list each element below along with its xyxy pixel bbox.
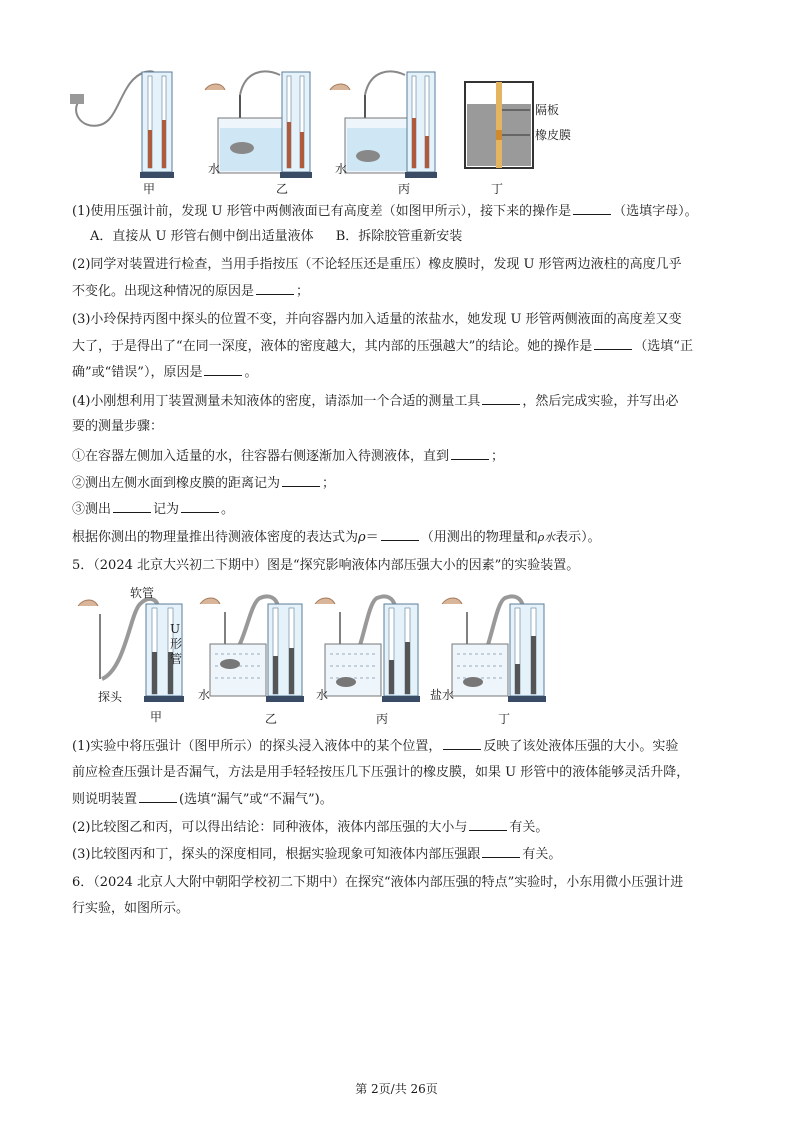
figure-pressure-gauge-set-2 [70, 584, 550, 714]
q4-options [90, 228, 750, 246]
fig1-label-partition: 隔板 [535, 103, 560, 117]
answer-blank[interactable] [482, 392, 520, 405]
answer-blank[interactable] [573, 202, 611, 215]
q4-part4-line2: 要的测量步骤： [72, 419, 164, 434]
fig2-label-utube: U形管 [170, 622, 183, 666]
answer-blank[interactable] [256, 282, 294, 295]
answer-blank[interactable] [139, 790, 177, 803]
answer-blank[interactable] [469, 818, 507, 831]
answer-blank[interactable] [482, 845, 520, 858]
q5-part1-line1: (1)实验中将压强计（图甲所示）的探头浸入液体中的某个位置， 反映了该处液体压强的大小。实验 [72, 739, 679, 754]
fig2-label-hose: 软管 [130, 586, 155, 600]
fig2-gauge-yi [200, 596, 304, 702]
fig2-label-ding: 丁 [498, 712, 511, 726]
q5-part2: (2)比较图乙和丙，可以得出结论：同种液体，液体内部压强的大小与 有关。 [72, 820, 549, 835]
answer-blank[interactable] [443, 737, 481, 750]
page-footer: 第 2页/共 26页 [355, 1082, 438, 1096]
q4-part2-line2: 不变化。出现这种情况的原因是 ； [72, 284, 310, 299]
answer-blank[interactable] [594, 337, 632, 350]
fig1-label-yi: 乙 [276, 182, 289, 196]
q4-step1: ①在容器左侧加入适量的水，往容器右侧逐渐加入待测液体，直到 ； [72, 449, 505, 464]
q5-part1-line2: 前应检查压强计是否漏气，方法是用手轻轻按压几下压强计的橡皮膜，如果 U 形管中的液体能够灵活升降， [72, 765, 690, 780]
fig1-gauge-yi [205, 72, 312, 178]
fig1-container-ding [465, 82, 533, 168]
answer-blank[interactable] [113, 500, 151, 513]
fig1-label-bing: 丙 [398, 182, 411, 196]
q6-line1: 6．（2024 北京人大附中朝阳学校初二下期中）在探究“液体内部压强的特点”实验时，小东用微小压强计进 [72, 875, 684, 890]
q4-step2: ②测出左侧水面到橡皮膜的距离记为 ； [72, 476, 336, 491]
fig1-label-ding: 丁 [491, 182, 504, 196]
fig2-gauge-bing [315, 596, 420, 702]
fig2-label-brine: 盐水 [430, 688, 455, 702]
fig2-gauge-jia [78, 599, 184, 702]
q4-step3: ③测出 记为 。 [72, 502, 235, 517]
fig1-label-jia: 甲 [143, 182, 156, 196]
q5-part1-line3: 则说明装置 (选填“漏气”或“不漏气”)。 [72, 792, 333, 807]
q4-part4-line1: (4)小刚想利用丁装置测量未知液体的密度，请添加一个合适的测量工具 ，然后完成实验，并写出必 [72, 394, 679, 409]
q5-heading: 5．（2024 北京大兴初二下期中）图是“探究影响液体内部压强大小的因素”的实验装置。 [72, 558, 580, 573]
fig2-label-yi: 乙 [265, 712, 278, 726]
figure-pressure-gauge-set-1 [60, 60, 600, 200]
fig2-label-probe: 探头 [98, 690, 123, 704]
q4-part3-line1: (3)小玲保持丙图中探头的位置不变，并向容器内加入适量的浓盐水，她发现 U 形管两侧液面的高度差又变 [72, 312, 682, 327]
answer-blank[interactable] [282, 474, 320, 487]
answer-blank[interactable] [181, 500, 219, 513]
q4-part3-line3: 确”或“错误”），原因是 。 [72, 365, 258, 380]
q4-part1: (1)使用压强计前，发现 U 形管中两侧液面已有高度差（如图甲所示），接下来的操作是 （选填字母）。 [72, 204, 698, 219]
q6-line2: 行实验，如图所示。 [72, 901, 190, 916]
option-a: A．直接从 U 形管右侧中倒出适量液体 [90, 229, 314, 244]
q4-formula: 根据你测出的物理量推出待测液体密度的表达式为ρ＝ （用测出的物理量和ρ水表示）。 [72, 530, 601, 545]
answer-blank[interactable] [204, 363, 242, 376]
fig2-label-water-bing: 水 [316, 688, 329, 702]
fig1-gauge-jia [70, 71, 174, 178]
option-b: B．拆除胶管重新安装 [335, 229, 463, 244]
fig2-label-jia: 甲 [150, 710, 163, 724]
fig1-label-water-yi: 水 [208, 162, 221, 176]
q4-part3-line2: 大了，于是得出了“在同一深度，液体的密度越大，其内部的压强越大”的结论。她的操作是 （选填“正 [72, 339, 693, 354]
fig2-label-bing: 丙 [376, 712, 389, 726]
answer-blank[interactable] [451, 447, 489, 460]
fig2-label-water-yi: 水 [198, 688, 211, 702]
fig2-gauge-ding [442, 596, 546, 702]
fig1-label-water-bing: 水 [335, 162, 348, 176]
q4-part2-line1: (2)同学对装置进行检查，当用手指按压（不论轻压还是重压）橡皮膜时，发现 U 形管两边液柱的高度几乎 [72, 257, 682, 272]
q5-part3: (3)比较图丙和丁，探头的深度相同，根据实验现象可知液体内部压强跟 有关。 [72, 847, 562, 862]
answer-blank[interactable] [381, 528, 419, 541]
fig1-label-membrane: 橡皮膜 [535, 128, 572, 142]
